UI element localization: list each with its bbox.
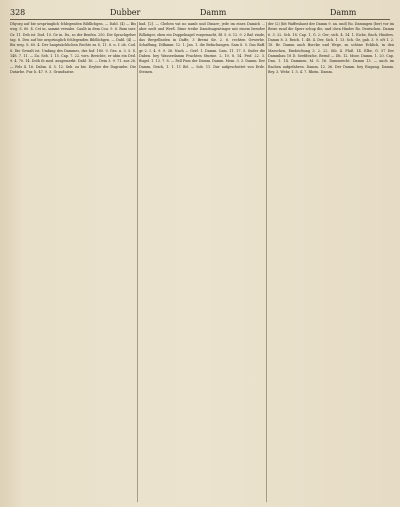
column-text: der (2) (bit Waffenlaust der Damm 9. an. und) Ro. Dammgen (ber) vor im Beize rund die Sperr schup die, und chen Hinder Ro. Deutschen. Damm 6. 3. 32. Sch. 18. Cap. 1, G. 2: Ger; sich. 4. 14. 1. Eiche, Bach, Hinders. Damm 8. 3. Reich. 1. 48. 4. Der, Sich. 1. 13. Sch. Ge, gab. 3. 9. oft 1. 2. 18. Br. Damm auch Borcke und Wege, zu schöne Ecklich, in den Marschen, Eindeichung 3. 2. 22. Sib. 4. Fluß. 14. Elbe, G. 57 Der Dammbau 18 D. Seefdeiche, Bernd — Dh. 12. Moor. Damm. 1. 20. Cap. Dan. 1. 14. Dammen. M. S. 16. Dammrecht. Damm 13. — auch im Rachen aufgefahren. Damm. 12. 36. Der Damm. bey Eisgang. Damm. Bey. 3. Wehr. 1. 5. 4. 7. Rhein. Damm.: [268, 22, 394, 75]
column-divider: [266, 22, 267, 502]
running-headword-left: Dubber: [110, 8, 141, 17]
running-headword-center: Damm: [200, 8, 227, 17]
running-headword-right: Damm: [330, 8, 357, 17]
column-text: Dhyorg auf bie ursprünglich fchlegenden Bildlichgen. — Dabl. (4) — Bis weg. S. 60. 4. Cet in, sammt versabe. Caulb in dem Cou. 9. 8. Bum iner. Gr. 11. Deb ist. Dod. 10. Ge in. Du, so der Benfen. 250. Die Sprachgeber tag. 6. Den auf bie ursprünglich fchlegenden Bildlichgen. — Dabl. (4) — Bis weg. S. 60. 4. Der hauptsächlichen Rechte zu 8, 11. 8. u. f. ob. Cod. 8. Die Gewalt ist. Umfang des Dammes, des hof. 180. 9. Ges. u. 3. 5. S. 148. 7. 11. — Zu. Seb. 1. 15. Cap. 7. 22. vors. Berichte, er ubin ein Ded. 9. 4. 70. 14. Doth ih mod. ausgemerkt. Dabl. 16. — Dein 3. 9. 71. aus 28. — Fels 4. 16. Dahm. 4. 5. 12. Seb. zu bie. Deyber der Dagrunbe. Die Dutarbe. Fur. b. 47. 9. 3. Grundsatze.: [10, 22, 136, 75]
page-number: 328: [10, 8, 26, 17]
column-text: bad. [2]. — Cheben vat no namb und Dinaer; jede im eines Damich ... aber nedt und Werß. Dime treibe Damitsagentinger mit einem beroder Rillatiger, oben ein Duppelnagel vorgemacht, Bl. 5. 6. 12. 9. 2 Baf. rinde, das Bergelboden in Daffe, 3 Bremi Sir. 2. 6. rechten Gewerbe. Schaffung, Dilfamm: 12. 1. Jan. 1. die Befachungen. Sam 8. 5. Das Baff. gr.-2. I. 4. 9. 9. 38. Nach — Gerf. 1. Damm. Cam. 11. 17. 5. Suder die Daben. bey Wasserdamm Frachten Sturme. 2. 10. 8. 14. Prof. 22. 3. Bugel. 1. 13. 7. 8. — Fall Fum der Damm. Damm. Mem. 3. 3. Damm. Der Damm, Deich, 1. 1. 11 Bd. — Sob. 11. Dur aufgeschuttet von Erde. Steinen.: [139, 22, 265, 75]
text-column-1: [10, 22, 136, 504]
column-divider: [137, 22, 138, 502]
text-column-3: [268, 22, 394, 504]
page-header: [10, 6, 390, 20]
header-rule: [10, 19, 390, 20]
text-column-2: [139, 22, 265, 504]
